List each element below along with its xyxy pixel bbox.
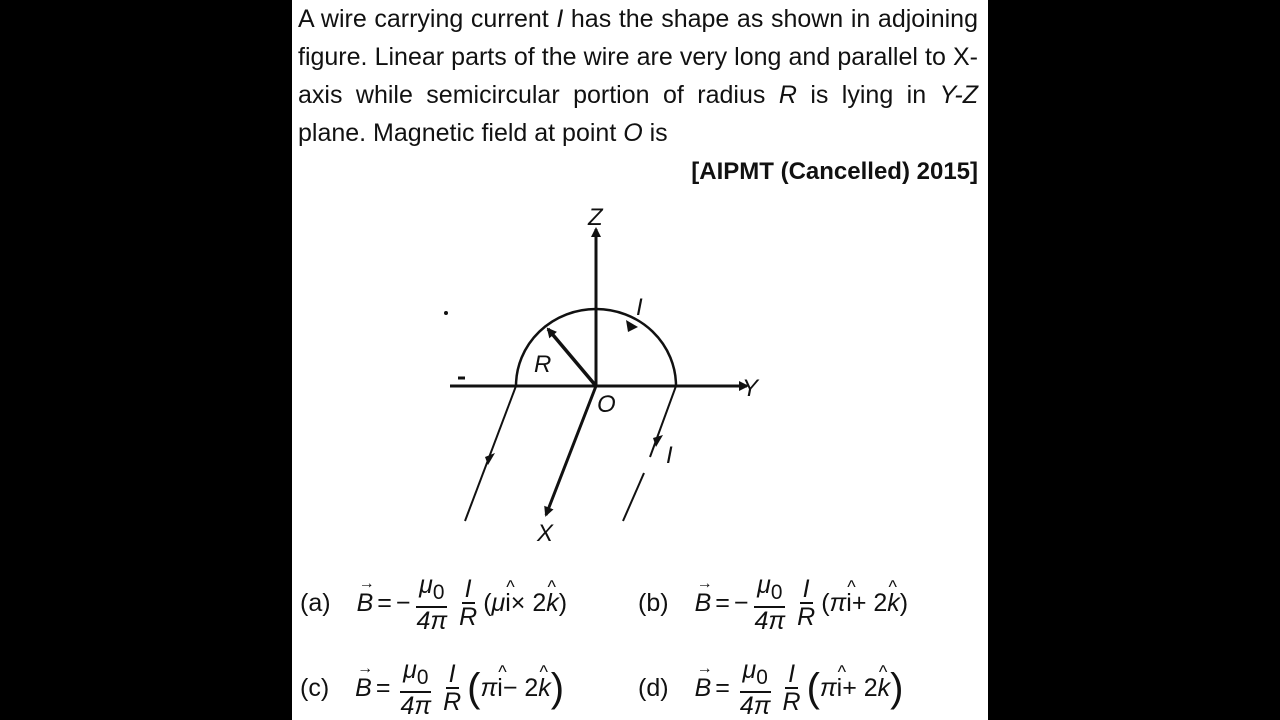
operator: − 2 xyxy=(502,673,539,702)
mu-symbol: μ xyxy=(419,571,433,599)
term-coeff: π xyxy=(829,588,847,617)
unit-i: ^ i xyxy=(505,589,511,618)
equals-sign: = xyxy=(715,673,730,702)
equals-sign: = xyxy=(715,588,730,617)
unit-k: ^ k xyxy=(546,589,559,618)
option-label: (d) xyxy=(638,673,669,702)
denominator: 4π xyxy=(739,692,771,720)
sub-zero: 0 xyxy=(770,581,783,604)
var-point: O xyxy=(623,119,643,147)
origin-label: O xyxy=(597,391,616,418)
axis-label-z: Z xyxy=(588,204,603,231)
exam-source: [AIPMT (Cancelled) 2015] xyxy=(691,158,978,185)
unit-i: ^ i xyxy=(837,674,843,703)
radius-label: R xyxy=(534,351,552,378)
wire-figure xyxy=(292,195,988,555)
sign: − xyxy=(733,588,749,617)
option-a[interactable] xyxy=(300,572,567,634)
unit-k: ^ k xyxy=(538,674,551,703)
equals-sign: = xyxy=(377,588,392,617)
left-wire xyxy=(465,386,516,521)
unit-k: ^ k xyxy=(887,589,900,618)
unit-i: ^ i xyxy=(497,674,503,703)
axis-label-x: X xyxy=(537,520,554,547)
question-page xyxy=(292,0,988,720)
numerator: I xyxy=(800,576,813,604)
fraction-i-r xyxy=(794,576,818,630)
sub-zero: 0 xyxy=(756,666,768,689)
option-c[interactable] xyxy=(300,657,564,719)
current-arrow-top xyxy=(626,320,638,332)
denominator: 4π xyxy=(754,607,786,635)
x-axis-line xyxy=(546,386,596,515)
unit-k: ^ k xyxy=(878,674,891,703)
fraction-i-r xyxy=(456,576,480,630)
denominator: 4π xyxy=(416,607,448,635)
right-wire-far xyxy=(623,473,644,521)
option-label: (c) xyxy=(300,673,330,702)
vector-b: → B xyxy=(695,674,712,703)
fraction-mu0-4pi xyxy=(397,657,434,719)
radius-line xyxy=(548,329,596,386)
vector-b: → B xyxy=(355,674,372,703)
numerator: I xyxy=(785,661,798,689)
paren-close: ) xyxy=(550,666,565,710)
question-text-1: A wire carrying current xyxy=(298,5,557,33)
paren-open: ( xyxy=(806,666,820,710)
denominator: R xyxy=(443,688,462,716)
numerator: I xyxy=(462,576,475,604)
var-radius: R xyxy=(778,81,797,109)
question-text-3: is lying in xyxy=(796,81,940,109)
operator: + 2 xyxy=(842,673,878,702)
paren-close: ) xyxy=(899,588,909,617)
term-coeff: π xyxy=(480,673,498,702)
denominator: R xyxy=(782,688,801,716)
mu-symbol: μ xyxy=(742,656,757,684)
option-label: (b) xyxy=(638,588,669,617)
option-label: (a) xyxy=(300,588,331,617)
vector-b: → B xyxy=(357,589,374,618)
fraction-i-r xyxy=(780,661,804,715)
option-b[interactable] xyxy=(638,572,908,634)
vector-b: → B xyxy=(695,589,712,618)
question-text-4: plane. Magnetic field at point xyxy=(298,119,624,147)
denominator: 4π xyxy=(400,692,432,720)
paren-open: ( xyxy=(483,588,492,617)
question-text xyxy=(298,0,978,152)
term-coeff: μ xyxy=(491,588,506,617)
question-text-5: is xyxy=(642,119,668,147)
sign: − xyxy=(395,588,411,617)
var-current: I xyxy=(556,5,564,33)
fraction-mu0-4pi xyxy=(413,572,450,634)
option-d[interactable] xyxy=(638,657,904,719)
equals-sign: = xyxy=(375,673,391,702)
sub-zero: 0 xyxy=(432,581,445,604)
term-coeff: π xyxy=(819,673,837,702)
paren-close: ) xyxy=(558,588,568,617)
fraction-i-r xyxy=(440,661,464,715)
operator: × 2 xyxy=(510,588,547,617)
paren-close: ) xyxy=(890,666,904,710)
denominator: R xyxy=(797,603,816,631)
sub-zero: 0 xyxy=(416,666,429,689)
dot-top xyxy=(444,311,448,315)
numerator: I xyxy=(446,661,459,689)
paren-open: ( xyxy=(821,588,830,617)
current-label-right: I xyxy=(666,442,673,469)
fraction-mu0-4pi xyxy=(751,572,788,634)
denominator: R xyxy=(459,603,478,631)
current-label-top: I xyxy=(636,294,643,321)
axis-label-y: Y xyxy=(742,375,759,402)
question-text-2: has the shape as shown in adjoining figure. Linear parts of the wire are very long and parallel to X-axis while semicircular portion of radius xyxy=(298,5,978,109)
paren-open: ( xyxy=(467,666,481,710)
unit-i: ^ i xyxy=(846,589,852,618)
mu-symbol: μ xyxy=(757,571,771,599)
operator: + 2 xyxy=(851,588,888,617)
mu-symbol: μ xyxy=(403,656,417,684)
var-plane: Y-Z xyxy=(939,81,978,109)
fraction-mu0-4pi xyxy=(737,657,774,719)
